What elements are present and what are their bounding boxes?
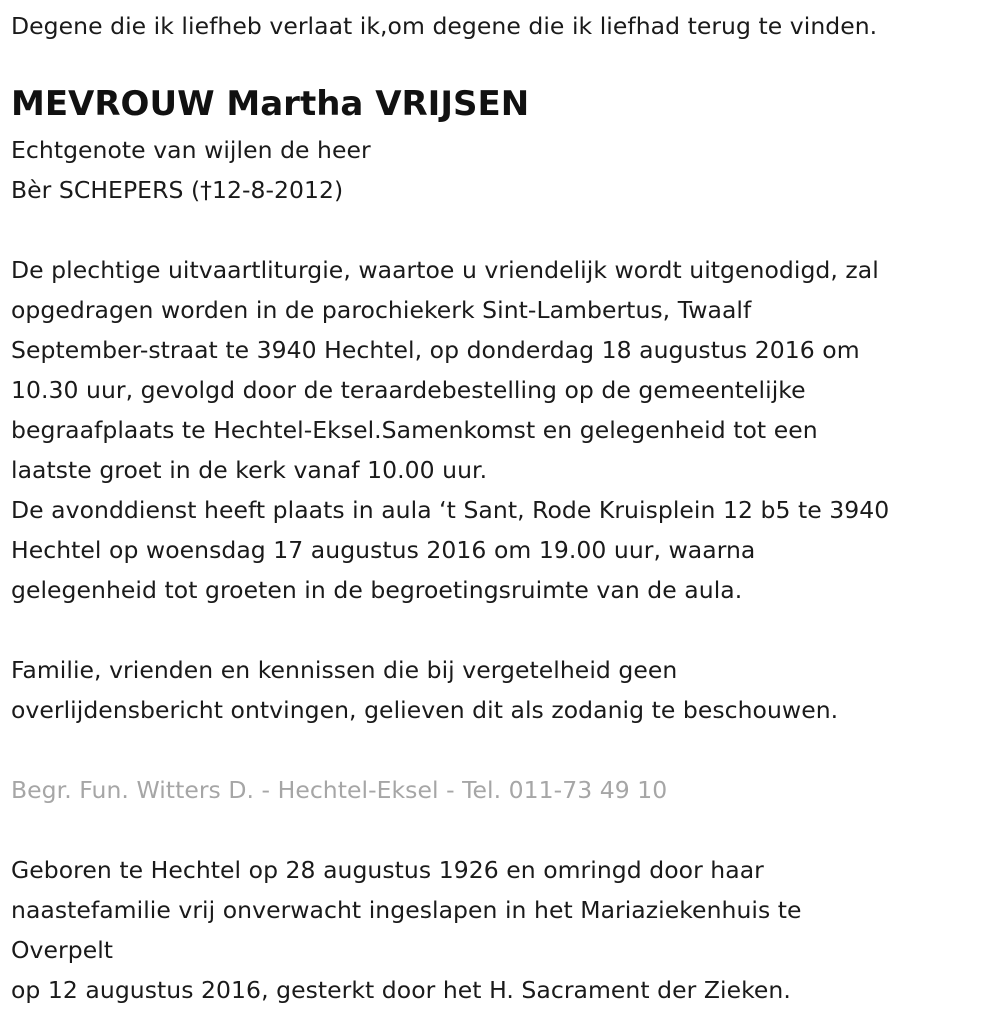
relation-block <box>11 130 990 210</box>
spacer <box>11 810 990 850</box>
birth-line: op 12 augustus 2016, gesterkt door het H. Sacrament der Zieken. <box>11 976 791 1004</box>
funeral-line: laatste groet in de kerk vanaf 10.00 uur. <box>11 456 488 484</box>
funeral-line: gelegenheid tot groeten in de begroetingsruimte van de aula. <box>11 576 743 604</box>
birth-line: Geboren te Hechtel op 28 augustus 1926 en omringd door haar <box>11 856 764 884</box>
spacer <box>11 210 990 250</box>
notice-line: Familie, vrienden en kennissen die bij vergetelheid geen <box>11 656 678 684</box>
funeral-line: begraafplaats te Hechtel-Eksel.Samenkomst en gelegenheid tot een <box>11 416 818 444</box>
motto-quote: Degene die ik liefheb verlaat ik,om degene die ik liefhad terug te vinden. <box>11 12 878 40</box>
funeral-line: Hechtel op woensdag 17 augustus 2016 om 19.00 uur, waarna <box>11 536 756 564</box>
undertaker-info: Begr. Fun. Witters D. - Hechtel-Eksel - Tel. 011-73 49 10 <box>11 776 668 804</box>
birth-line: Overpelt <box>11 936 114 964</box>
funeral-line: De plechtige uitvaartliturgie, waartoe u vriendelijk wordt uitgenodigd, zal <box>11 256 879 284</box>
birth-details <box>11 850 990 1010</box>
relation-line: Bèr SCHEPERS (†12-8-2012) <box>11 176 344 204</box>
spacer <box>11 730 990 770</box>
notice-line: overlijdensbericht ontvingen, gelieven dit als zodanig te beschouwen. <box>11 696 839 724</box>
relation-line: Echtgenote van wijlen de heer <box>11 136 371 164</box>
family-notice <box>11 650 990 730</box>
spacer <box>11 610 990 650</box>
funeral-line: opgedragen worden in de parochiekerk Sint-Lambertus, Twaalf <box>11 296 752 324</box>
funeral-line: September-straat te 3940 Hechtel, op donderdag 18 augustus 2016 om <box>11 336 860 364</box>
funeral-line: 10.30 uur, gevolgd door de teraardebestelling op de gemeentelijke <box>11 376 806 404</box>
birth-line: naastefamilie vrij onverwacht ingeslapen in het Mariaziekenhuis te <box>11 896 802 924</box>
deceased-name: MEVROUW Martha VRIJSEN <box>11 84 530 124</box>
funeral-line: De avonddienst heeft plaats in aula ‘t Sant, Rode Kruisplein 12 b5 te 3940 <box>11 496 890 524</box>
funeral-details <box>11 250 990 610</box>
